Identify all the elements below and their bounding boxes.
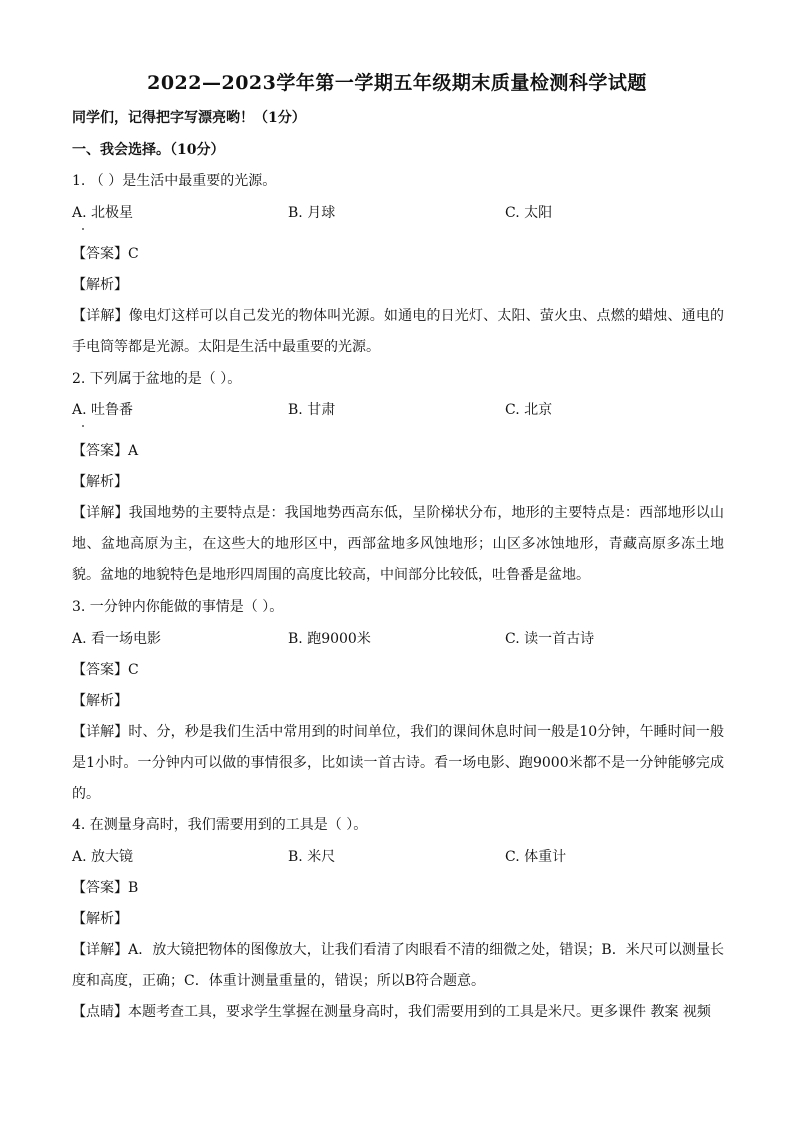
question-1-analysis-label: 【解析】 bbox=[72, 277, 128, 293]
question-3-stem: 3. 一分钟内你能做的事情是（ ）。 bbox=[72, 599, 284, 615]
question-3-detail: 【详解】时、分，秒是我们生活中常用到的时间单位，我们的课间休息时间一般是10分钟，午睡时间一般是1小时。一分钟内可以做的事情很多，比如读一首古诗。看一场电影、跑9000米都不是一分钟能够完成的。 bbox=[72, 724, 724, 802]
question-3-analysis-label: 【解析】 bbox=[72, 693, 128, 709]
section-heading: 一、我会选择。（10分） bbox=[72, 142, 225, 158]
question-1-answer: 【答案】C bbox=[72, 246, 139, 262]
question-4-option-a: A. 放大镜 bbox=[72, 849, 134, 865]
question-3-option-b: B. 跑9000米 bbox=[288, 631, 371, 647]
question-4-option-b: B. 米尺 bbox=[288, 849, 336, 865]
page-title: 2022—2023学年第一学期五年级期末质量检测科学试题 bbox=[147, 72, 647, 94]
question-2-option-c: C. 北京 bbox=[505, 402, 553, 418]
question-2-analysis-label: 【解析】 bbox=[72, 474, 128, 490]
question-2-answer: 【答案】A bbox=[72, 443, 139, 459]
ink-dot bbox=[82, 425, 84, 427]
question-2-option-a: A. 吐鲁番 bbox=[72, 402, 134, 418]
question-2-stem: 2. 下列属于盆地的是（ ）。 bbox=[72, 371, 242, 387]
question-2-detail: 【详解】我国地势的主要特点是：我国地势西高东低，呈阶梯状分布，地形的主要特点是：西部地形以山地、盆地高原为主，在这些大的地形区中，西部盆地多风蚀地形；山区多冰蚀地形，青藏高原多冻土地貌。盆地的地貌特色是地形四周围的高度比较高，中间部分比较低，吐鲁番是盆地。 bbox=[72, 505, 724, 583]
question-1-option-c: C. 太阳 bbox=[505, 205, 553, 221]
question-3-answer: 【答案】C bbox=[72, 662, 139, 678]
question-4-analysis-label: 【解析】 bbox=[72, 911, 128, 927]
question-3-option-a: A. 看一场电影 bbox=[72, 631, 162, 647]
question-1-stem: 1. （ ）是生活中最重要的光源。 bbox=[72, 173, 277, 189]
question-1-detail: 【详解】像电灯这样可以自己发光的物体叫光源。如通电的日光灯、太阳、萤火虫、点燃的蜡烛、通电的手电筒等都是光源。太阳是生活中最重要的光源。 bbox=[72, 308, 724, 355]
question-3-option-c: C. 读一首古诗 bbox=[505, 631, 595, 647]
question-4-stem: 4. 在测量身高时，我们需要用到的工具是（ ）。 bbox=[72, 817, 368, 833]
question-4-option-c: C. 体重计 bbox=[505, 849, 567, 865]
question-4-point: 【点睛】本题考查工具，要求学生掌握在测量身高时，我们需要用到的工具是米尺。更多课件 教案 视频 bbox=[72, 1004, 711, 1020]
question-1-option-b: B. 月球 bbox=[288, 205, 336, 221]
question-2-option-b: B. 甘肃 bbox=[288, 402, 336, 418]
intro-text: 同学们，记得把字写漂亮哟！（1分） bbox=[72, 110, 306, 126]
ink-dot bbox=[82, 228, 84, 230]
question-1-option-a: A. 北极星 bbox=[72, 205, 134, 221]
question-4-detail: 【详解】A．放大镜把物体的图像放大，让我们看清了肉眼看不清的细微之处，错误；B．米尺可以测量长度和高度，正确；C．体重计测量重量的，错误；所以B符合题意。 bbox=[72, 942, 724, 989]
question-4-answer: 【答案】B bbox=[72, 880, 139, 896]
